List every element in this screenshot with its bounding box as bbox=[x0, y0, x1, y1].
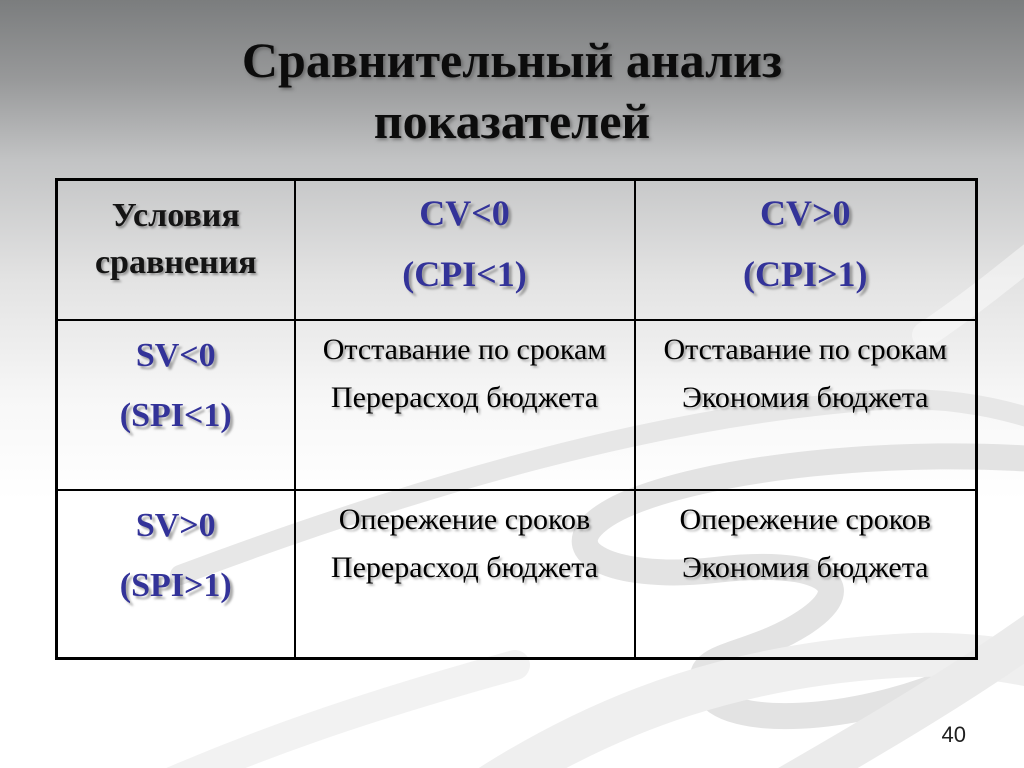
header-cv-positive-line2: (CPI>1) bbox=[743, 254, 868, 294]
header-cv-negative-line1: CV<0 bbox=[419, 193, 510, 233]
cell-sv-neg-cv-neg bbox=[295, 320, 635, 490]
slide-title bbox=[0, 30, 1024, 152]
cell-text: Перерасход бюджета bbox=[330, 380, 599, 414]
cell-text: Отставание по срокам bbox=[663, 332, 948, 366]
cell-sv-pos-cv-neg bbox=[295, 490, 635, 659]
row-label-sv-positive-line2: (SPI>1) bbox=[119, 567, 232, 604]
cell-text: Экономия бюджета bbox=[681, 380, 929, 414]
header-conditions-line1: Условия bbox=[111, 197, 240, 234]
header-cv-negative-line2: (CPI<1) bbox=[402, 254, 527, 294]
row-label-sv-negative-line2: (SPI<1) bbox=[119, 397, 232, 434]
cell-text: Отставание по срокам bbox=[322, 332, 607, 366]
slide-title-line2: показателей bbox=[373, 93, 651, 149]
slide-title-line1: Сравнительный анализ bbox=[241, 32, 783, 88]
header-cv-positive-line1: CV>0 bbox=[759, 193, 851, 233]
cell-text: Опережение сроков bbox=[679, 502, 931, 536]
row-label-sv-negative-line1: SV<0 bbox=[135, 336, 216, 374]
header-cell-conditions bbox=[57, 180, 295, 320]
cell-sv-pos-cv-pos bbox=[635, 490, 977, 659]
page-number: 40 bbox=[941, 722, 966, 747]
row-label-sv-positive-line1: SV>0 bbox=[135, 506, 216, 544]
table-row-sv-negative bbox=[57, 320, 977, 490]
cell-text: Перерасход бюджета bbox=[330, 550, 599, 584]
header-cell-cv-positive bbox=[635, 180, 977, 320]
table-header-row bbox=[57, 180, 977, 320]
row-label-sv-positive bbox=[57, 490, 295, 659]
cell-sv-neg-cv-pos bbox=[635, 320, 977, 490]
table-row-sv-positive bbox=[57, 490, 977, 659]
cell-text: Экономия бюджета bbox=[681, 550, 929, 584]
header-conditions-line2: сравнения bbox=[94, 243, 257, 281]
row-label-sv-negative bbox=[57, 320, 295, 490]
cell-text: Опережение сроков bbox=[338, 502, 591, 536]
comparison-table bbox=[55, 178, 978, 660]
header-cell-cv-negative bbox=[295, 180, 635, 320]
